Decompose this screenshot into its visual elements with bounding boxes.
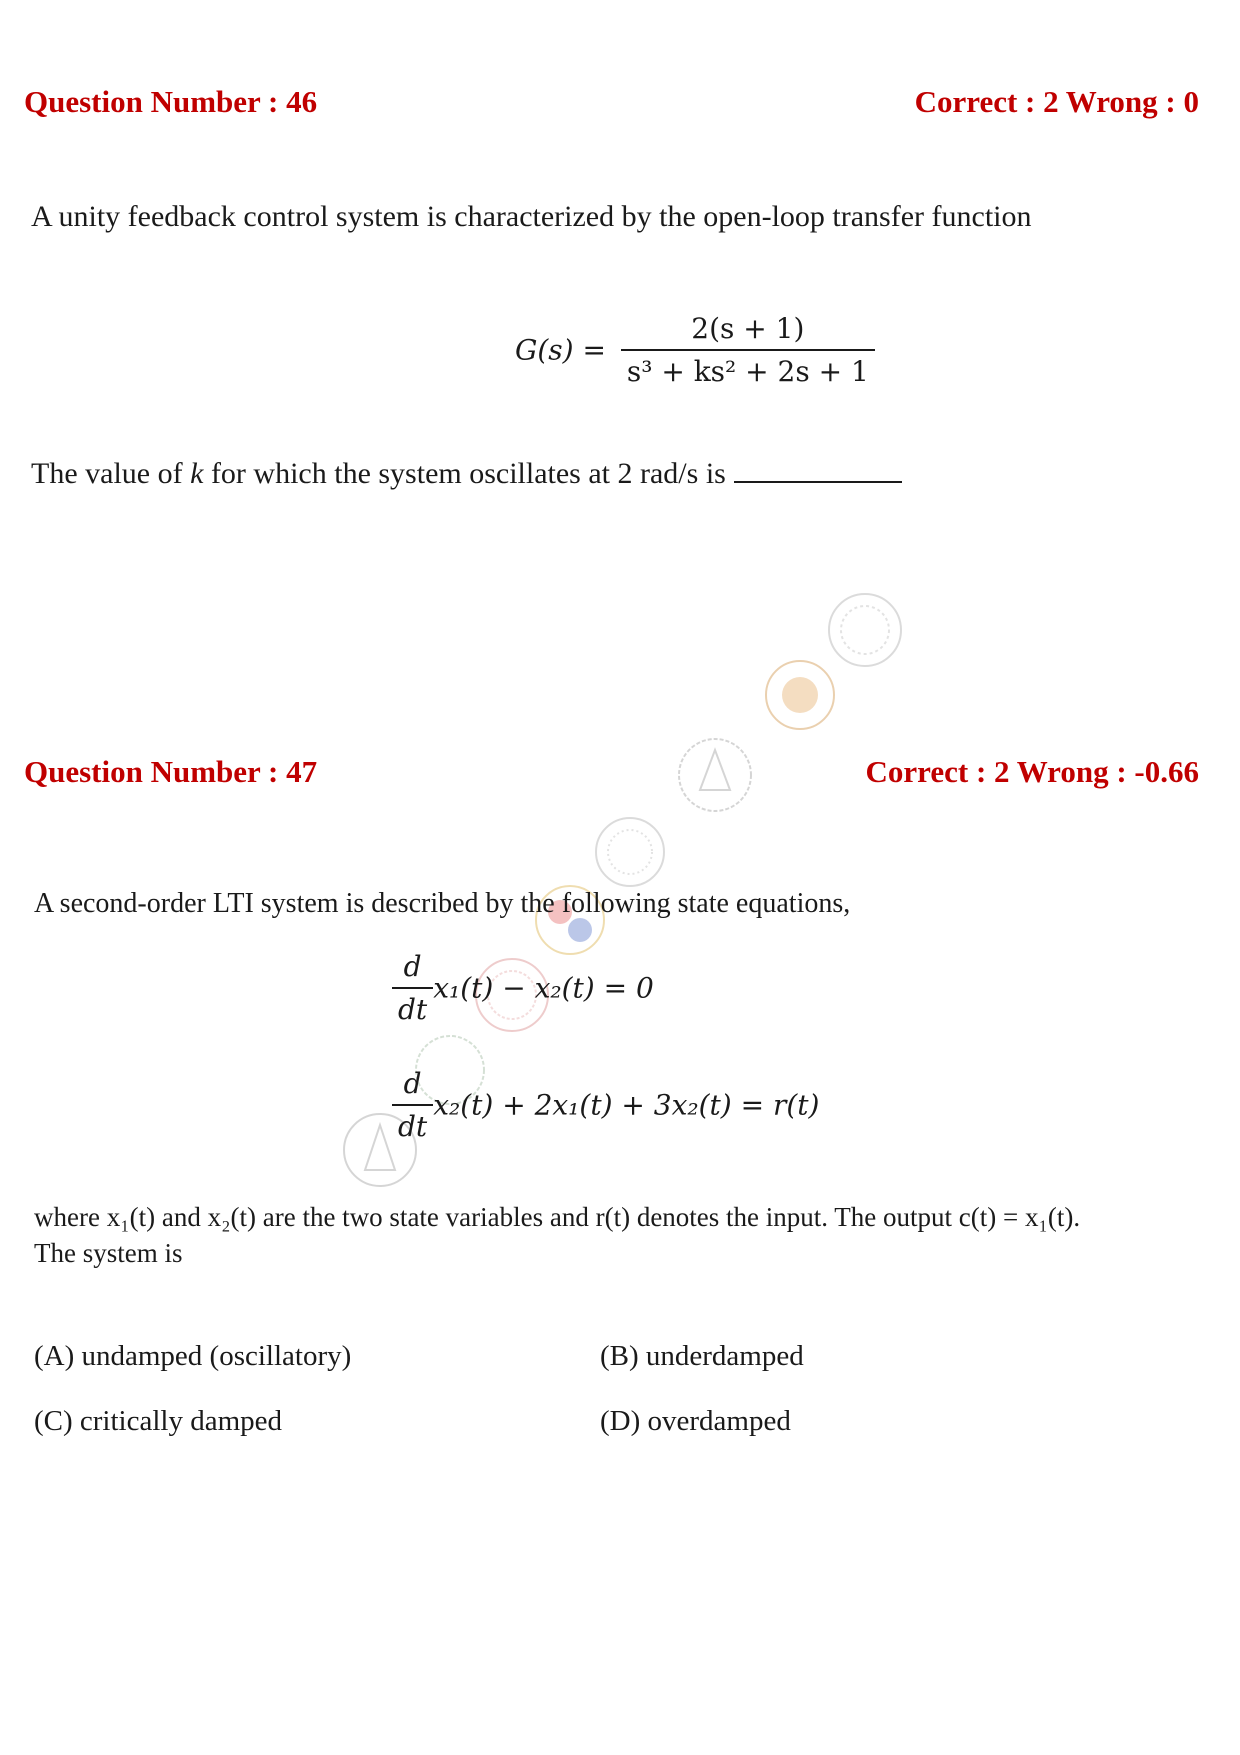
q46-equation xyxy=(515,312,875,388)
q46-den-part2: ks² + 2s + 1 xyxy=(693,355,869,388)
q47-eq1-rest: x₁(t) − x₂(t) = 0 xyxy=(433,971,654,1005)
q46-den-part1: s³ + xyxy=(626,355,694,388)
q47-eq1-derivative xyxy=(392,950,433,1026)
q47-equation-1 xyxy=(392,950,654,1026)
q47-marks: Correct : 2 Wrong : -0.66 xyxy=(865,754,1199,789)
seal-icon xyxy=(596,818,664,886)
q46-prompt-part2: for which the system oscillates at 2 rad/s is xyxy=(203,457,726,490)
q46-fraction xyxy=(621,312,875,388)
q47-eq2-dt: dt xyxy=(392,1104,433,1143)
q46-prompt-part1: The value of xyxy=(31,457,191,490)
q46-denominator xyxy=(621,349,875,388)
q47-equation-2 xyxy=(392,1067,819,1143)
q47-intro: A second-order LTI system is described by the following state equations, xyxy=(34,888,851,919)
q47-paragraph-line2: The system is xyxy=(34,1238,183,1268)
q46-marks: Correct : 2 Wrong : 0 xyxy=(914,84,1199,119)
q47-number: Question Number : 47 xyxy=(24,754,318,789)
option-c: (C) critically damped xyxy=(34,1405,283,1437)
answer-blank xyxy=(734,455,902,483)
option-d: (D) overdamped xyxy=(600,1405,791,1437)
q47-paragraph-line1: where x₁(t) and x₂(t) are the two state variables and r(t) denotes the input. The output c(t) = x₁(t). xyxy=(34,1202,1081,1232)
q47-eq1-d: d xyxy=(403,950,422,983)
q46-eq-lhs: G(s) = xyxy=(515,333,606,367)
q47-eq2-d: d xyxy=(403,1067,422,1100)
q47-eq1-dt: dt xyxy=(392,987,433,1026)
q47-eq2-derivative xyxy=(392,1067,433,1143)
q46-number: Question Number : 46 xyxy=(24,84,318,119)
option-a: (A) undamped (oscillatory) xyxy=(34,1340,352,1372)
q46-prompt-k: k xyxy=(190,457,204,490)
option-b: (B) underdamped xyxy=(600,1340,804,1372)
q46-numerator: 2(s + 1) xyxy=(691,312,805,345)
q46-prompt xyxy=(31,455,902,491)
q46-intro: A unity feedback control system is characterized by the open-loop transfer function xyxy=(31,200,1032,233)
q47-eq2-rest: x₂(t) + 2x₁(t) + 3x₂(t) = r(t) xyxy=(433,1088,820,1122)
seal-icon xyxy=(829,594,901,666)
